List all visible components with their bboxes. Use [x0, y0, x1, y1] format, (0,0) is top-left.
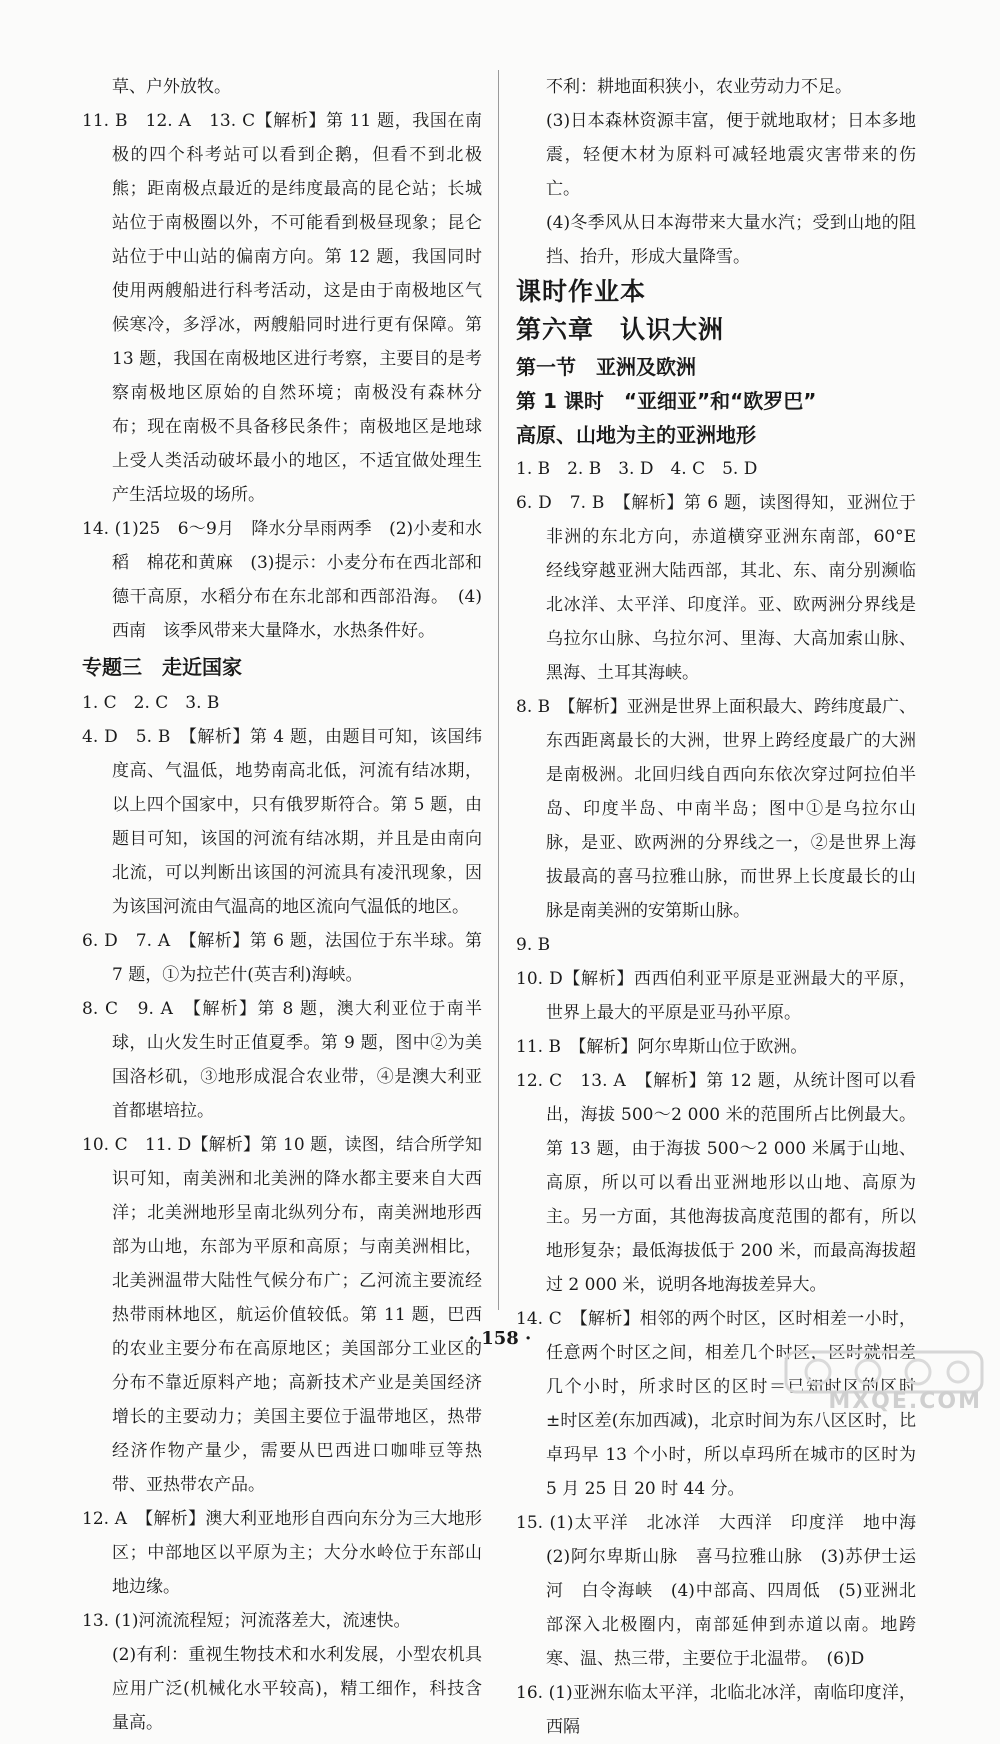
answer-continuation: 不利：耕地面积狭小，农业劳动力不足。	[546, 77, 852, 97]
section-heading: 专题三 走近国家	[82, 655, 242, 679]
answer-item: 1. C 2. C 3. B	[82, 693, 220, 713]
answer-item: 6. D 7. B 【解析】第 6 题，读图得知，亚洲位于非洲的东北方向，赤道横穿亚洲东南部，60°E 经线穿越亚洲大陆西部，其北、东、南分别濒临北冰洋、太平洋、印度洋。亚、欧两洲分界线是乌拉尔山脉、乌拉尔河、里海、大高加索山脉、黑海、土耳其海峡。	[516, 493, 916, 683]
answer-item: 9. B	[516, 935, 551, 955]
answer-item: 14. C 【解析】相邻的两个时区，区时相差一小时，任意两个时区之间，相差几个时区，区时就相差几个小时，所求时区的区时＝已知时区的区时±时区差(东加西减)，北京时间为东八区区时，比卓玛早 13 个小时，所以卓玛所在城市的区时为 5 月 25 日 20 时 44 分。	[516, 1309, 916, 1499]
answer-item: 12. A 【解析】澳大利亚地形自西向东分为三大地形区；中部地区以平原为主；大分水岭位于东部山地边缘。	[82, 1509, 482, 1597]
chapter-title: 第六章 认识大洲	[516, 315, 725, 344]
lesson-title: 高原、山地为主的亚洲地形	[516, 423, 756, 447]
answer-item: 10. D【解析】西西伯利亚平原是亚洲最大的平原，世界上最大的平原是亚马孙平原。	[516, 969, 916, 1023]
answer-item: 15. (1)太平洋 北冰洋 大西洋 印度洋 地中海 (2)阿尔卑斯山脉 喜马拉雅山脉 (3)苏伊士运河 白令海峡 (4)中部高、四周低 (5)亚洲北部深入北极圈内，南部延伸到赤道以南。地跨寒、温、热三带，主要位于北温带。 (6)D	[516, 1513, 933, 1669]
answer-continuation: (4)冬季风从日本海带来大量水汽；受到山地的阻挡、抬升，形成大量降雪。	[546, 213, 916, 267]
answer-item: 4. D 5. B 【解析】第 4 题，由题目可知，该国纬度高、气温低，地势南高北低，河流有结冰期，以上四个国家中，只有俄罗斯符合。第 5 题，由题目可知，该国的河流有结冰期，并且是由南向北流，可以判断出该国的河流具有凌汛现象，因为该国河流由气温高的地区流向气温低的地区。	[82, 727, 482, 917]
watermark-text: MXQE.COM	[828, 1389, 982, 1414]
right-column	[516, 70, 933, 1744]
answer-continuation: (2)有利：重视生物技术和水利发展，小型农机具应用广泛(机械化水平较高)，精工细作，科技含量高。	[112, 1645, 482, 1733]
answer-item: 16. (1)亚洲东临太平洋，北临北冰洋，南临印度洋，西隔	[516, 1683, 916, 1737]
answer-item: 6. D 7. A 【解析】第 6 题，法国位于东半球。第 7 题，①为拉芒什(英吉利)海峡。	[82, 931, 482, 985]
answer-item: 1. B 2. B 3. D 4. C 5. D	[516, 459, 758, 479]
lesson-title: 第 1 课时 “亚细亚”和“欧罗巴”	[516, 389, 817, 413]
column-divider	[498, 70, 499, 1310]
book-part-title: 课时作业本	[516, 277, 647, 306]
answer-item: 8. B 【解析】亚洲是世界上面积最大、跨纬度最广、东西距离最长的大洲，世界上跨经度最广的大洲是南极洲。北回归线自西向东依次穿过阿拉伯半岛、印度半岛、中南半岛；图中①是乌拉尔山脉，是亚、欧两洲的分界线之一，②是世界上海拔最高的喜马拉雅山脉，而世界上长度最长的山脉是南美洲的安第斯山脉。	[516, 697, 916, 921]
answer-item: 12. C 13. A 【解析】第 12 题，从统计图可以看出，海拔 500～2 000 米的范围所占比例最大。第 13 题，由于海拔 500～2 000 米属于山地、高原，所以可以看出亚洲地形以山地、高原为主。另一方面，其他海拔高度范围的都有，所以地形复杂；最低海拔低于 200 米，而最高海拔超过 2 000 米，说明各地海拔差异大。	[516, 1071, 916, 1295]
answer-item: 11. B 【解析】阿尔卑斯山位于欧洲。	[516, 1037, 808, 1057]
answer-item: 8. C 9. A 【解析】第 8 题，澳大利亚位于南半球，山火发生时正值夏季。第 9 题，图中②为美国洛杉矶，③地形成混合农业带，④是澳大利亚首都堪培拉。	[82, 999, 482, 1121]
answer-item: 13. (1)河流流程短；河流落差大，流速快。	[82, 1611, 411, 1631]
answer-item: 10. C 11. D【解析】第 10 题，读图，结合所学知识可知，南美洲和北美洲的降水都主要来自大西洋；北美洲地形呈南北纵列分布，南美洲地形西部为山地，东部为平原和高原；与南美洲相比，北美洲温带大陆性气候分布广；乙河流主要流经热带雨林地区，航运价值较低。第 11 题，巴西的农业主要分布在高原地区；美国部分工业区的分布不靠近原料产地；高新技术产业是美国经济增长的主要动力；美国主要位于温带地区，热带经济作物产量少，需要从巴西进口咖啡豆等热带、亚热带农产品。	[82, 1135, 482, 1495]
section-title: 第一节 亚洲及欧洲	[516, 355, 696, 379]
answer-continuation: 草、户外放牧。	[112, 77, 231, 97]
answer-item: 11. B 12. A 13. C【解析】第 11 题，我国在南极的四个科考站可以看到企鹅，但看不到北极熊；距南极点最近的是纬度最高的昆仑站；长城站位于南极圈以外，不可能看到极昼现象；昆仑站位于中山站的偏南方向。第 12 题，我国同时使用两艘船进行科考活动，这是由于南极地区气候寒冷，多浮冰，两艘船同时进行更有保障。第 13 题，我国在南极地区进行考察，主要目的是考察南极地区原始的自然环境；南极没有森林分布；现在南极不具备移民条件；南极地区是地球上受人类活动破坏最小的地区，不适宜做处理生产生活垃圾的场所。	[82, 111, 482, 505]
left-column	[82, 70, 482, 1740]
answer-continuation: (3)日本森林资源丰富，便于就地取材；日本多地震，轻便木材为原料可减轻地震灾害带来的伤亡。	[546, 111, 916, 199]
answer-item: 14. (1)25 6～9月 降水分旱雨两季 (2)小麦和水稻 棉花和黄麻 (3)提示：小麦分布在西北部和德干高原，水稻分布在东北部和西部沿海。 (4)西南 该季风带来大量降水，水热条件好。	[82, 519, 482, 641]
page-number: · 158 ·	[468, 1328, 532, 1349]
